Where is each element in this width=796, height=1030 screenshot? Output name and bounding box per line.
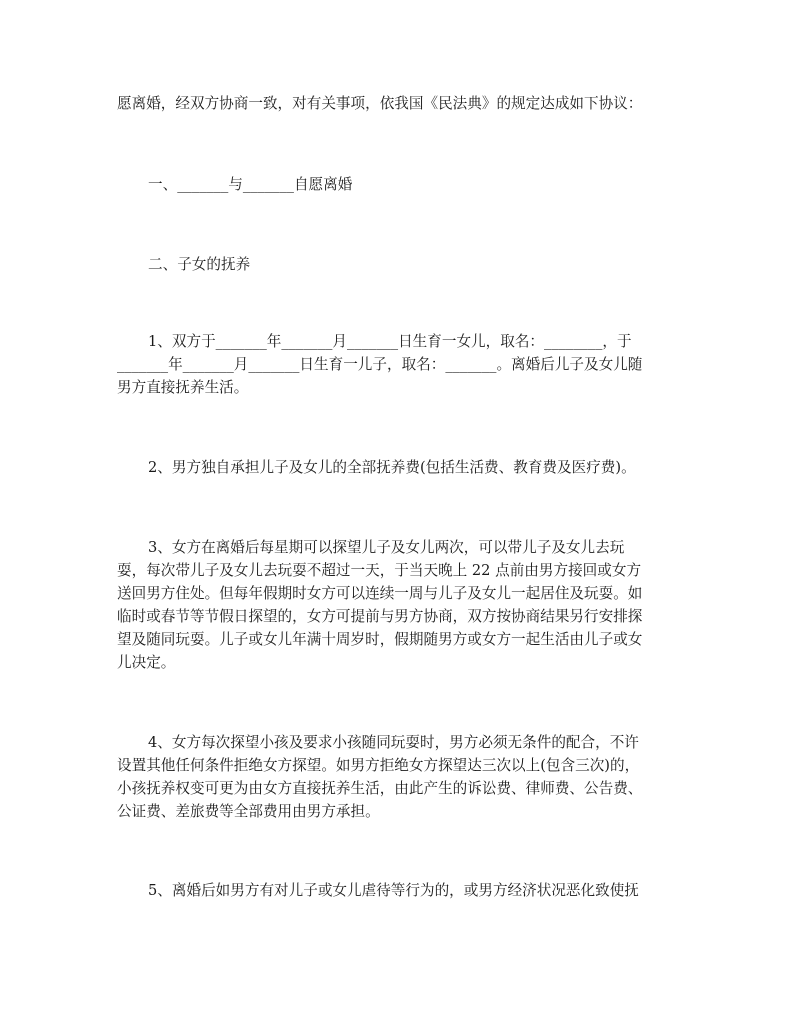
clause-3-line-5: 望及随同玩耍。儿子或女儿年满十周岁时，假期随男方或女方一起生活由儿子或女 <box>117 631 643 648</box>
clause-3-line-4: 临时或春节等节假日探望的，女方可提前与男方协商，双方按协商结果另行安排探 <box>117 608 643 625</box>
clause-1-line-3: 男方直接抚养生活。 <box>117 379 249 396</box>
clause-3-line-2: 耍，每次带儿子及女儿去玩耍不超过一天，于当天晚上 22 点前由男方接回或女方 <box>117 562 642 579</box>
clause-3-line-1: 3、女方在离婚后每星期可以探望儿子及女儿两次，可以带儿子及女儿去玩 <box>148 539 625 556</box>
section2-line: 二、子女的抚养 <box>148 256 251 273</box>
intro-line: 愿离婚，经双方协商一致，对有关事项，依我国《民法典》的规定达成如下协议： <box>117 95 643 112</box>
clause-2-line-1: 2、男方独自承担儿子及女儿的全部抚养费(包括生活费、教育费及医疗费)。 <box>148 459 636 476</box>
clause-4-line-3: 小孩抚养权变可更为由女方直接抚养生活，由此产生的诉讼费、律师费、公告费、 <box>117 780 643 797</box>
clause-4-line-2: 设置其他任何条件拒绝女方探望。如男方拒绝女方探望达三次以上(包含三次)的， <box>117 757 640 774</box>
clause-4 <box>117 731 687 823</box>
intro-paragraph <box>117 92 687 115</box>
section-heading-divorce <box>148 173 718 196</box>
clause-5-line-1: 5、离婚后如男方有对儿子或女儿虐待等行为的，或男方经济状况恶化致使抚 <box>148 882 639 899</box>
clause-1-line-1: 1、双方于_______年_______月_______日生育一女儿，取名：________，于 <box>148 333 632 350</box>
section-heading-child-custody <box>148 253 718 276</box>
clause-3 <box>117 536 687 674</box>
section1-line: 一、_______与_______自愿离婚 <box>148 176 353 193</box>
clause-2 <box>117 456 687 479</box>
clause-3-line-6: 儿决定。 <box>117 654 176 671</box>
clause-3-line-3: 送回男方住处。但每年假期时女方可以连续一周与儿子及女儿一起居住及玩耍。如 <box>117 585 643 602</box>
clause-5 <box>117 879 687 902</box>
clause-4-line-4: 公证费、差旅费等全部费用由男方承担。 <box>117 803 380 820</box>
clause-1-line-2: _______年_______月_______日生育一儿子，取名：_______。离婚后儿子及女儿随 <box>117 356 643 373</box>
clause-1 <box>117 330 687 399</box>
clause-4-line-1: 4、女方每次探望小孩及要求小孩随同玩耍时，男方必须无条件的配合，不许 <box>148 734 639 751</box>
